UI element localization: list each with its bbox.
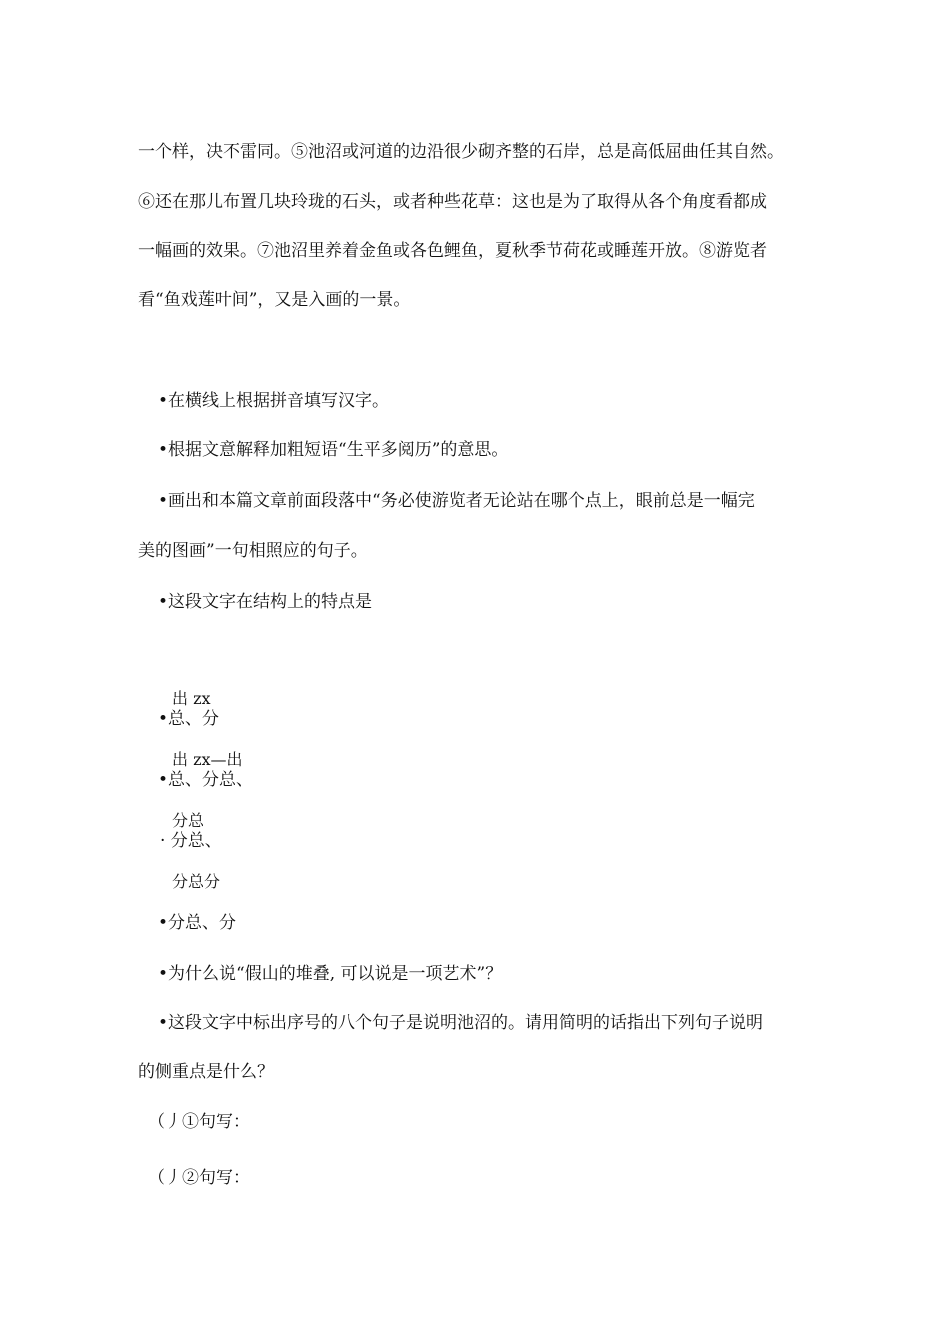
sub-question-1: （丿①句写： [148,1112,250,1132]
question-3-line-2: 美的图画”一句相照应的句子。 [138,541,368,561]
option-b: •总、分总、 [158,770,254,790]
question-2: •根据文意解释加粗短语“生平多阅历”的意思。 [158,440,509,460]
option-c: · 分总、 [160,831,222,851]
passage-line-2: ⑥还在那儿布置几块玲珑的石头，或者种些花草：这也是为了取得从各个角度看都成 [138,192,767,212]
passage-line-3: 一幅画的效果。⑦池沼里养着金鱼或各色鲤鱼，夏秋季节荷花或睡莲开放。⑧游览者 [138,241,767,261]
question-4: •这段文字在结构上的特点是 [158,592,373,612]
option-d: •分总、分 [158,913,237,933]
sub-question-2: （丿②句写： [148,1168,250,1188]
passage-line-1: 一个样，决不雷同。⑤池沼或河道的边沿很少砌齐整的石岸，总是高低屈曲任其自然。 [138,142,784,162]
option-a-annotation: 出 zx [172,689,211,708]
question-6-line-2: 的侧重点是什么？ [138,1062,274,1082]
option-d-annotation: 分总分 [172,872,221,891]
option-b-annotation: 出 zx—出 [172,750,243,769]
passage-line-4: 看“鱼戏莲叶间”，又是入画的一景。 [138,290,411,310]
question-1: •在横线上根据拼音填写汉字。 [158,391,390,411]
option-a: •总、分 [158,709,220,729]
question-3-line-1: •画出和本篇文章前面段落中“务必使游览者无论站在哪个点上，眼前总是一幅完 [158,491,755,511]
question-6-line-1: •这段文字中标出序号的八个句子是说明池沼的。请用简明的话指出下列句子说明 [158,1013,764,1033]
option-c-annotation: 分总 [172,811,205,830]
question-5: •为什么说“假山的堆叠, 可以说是一项艺术”？ [158,964,503,984]
